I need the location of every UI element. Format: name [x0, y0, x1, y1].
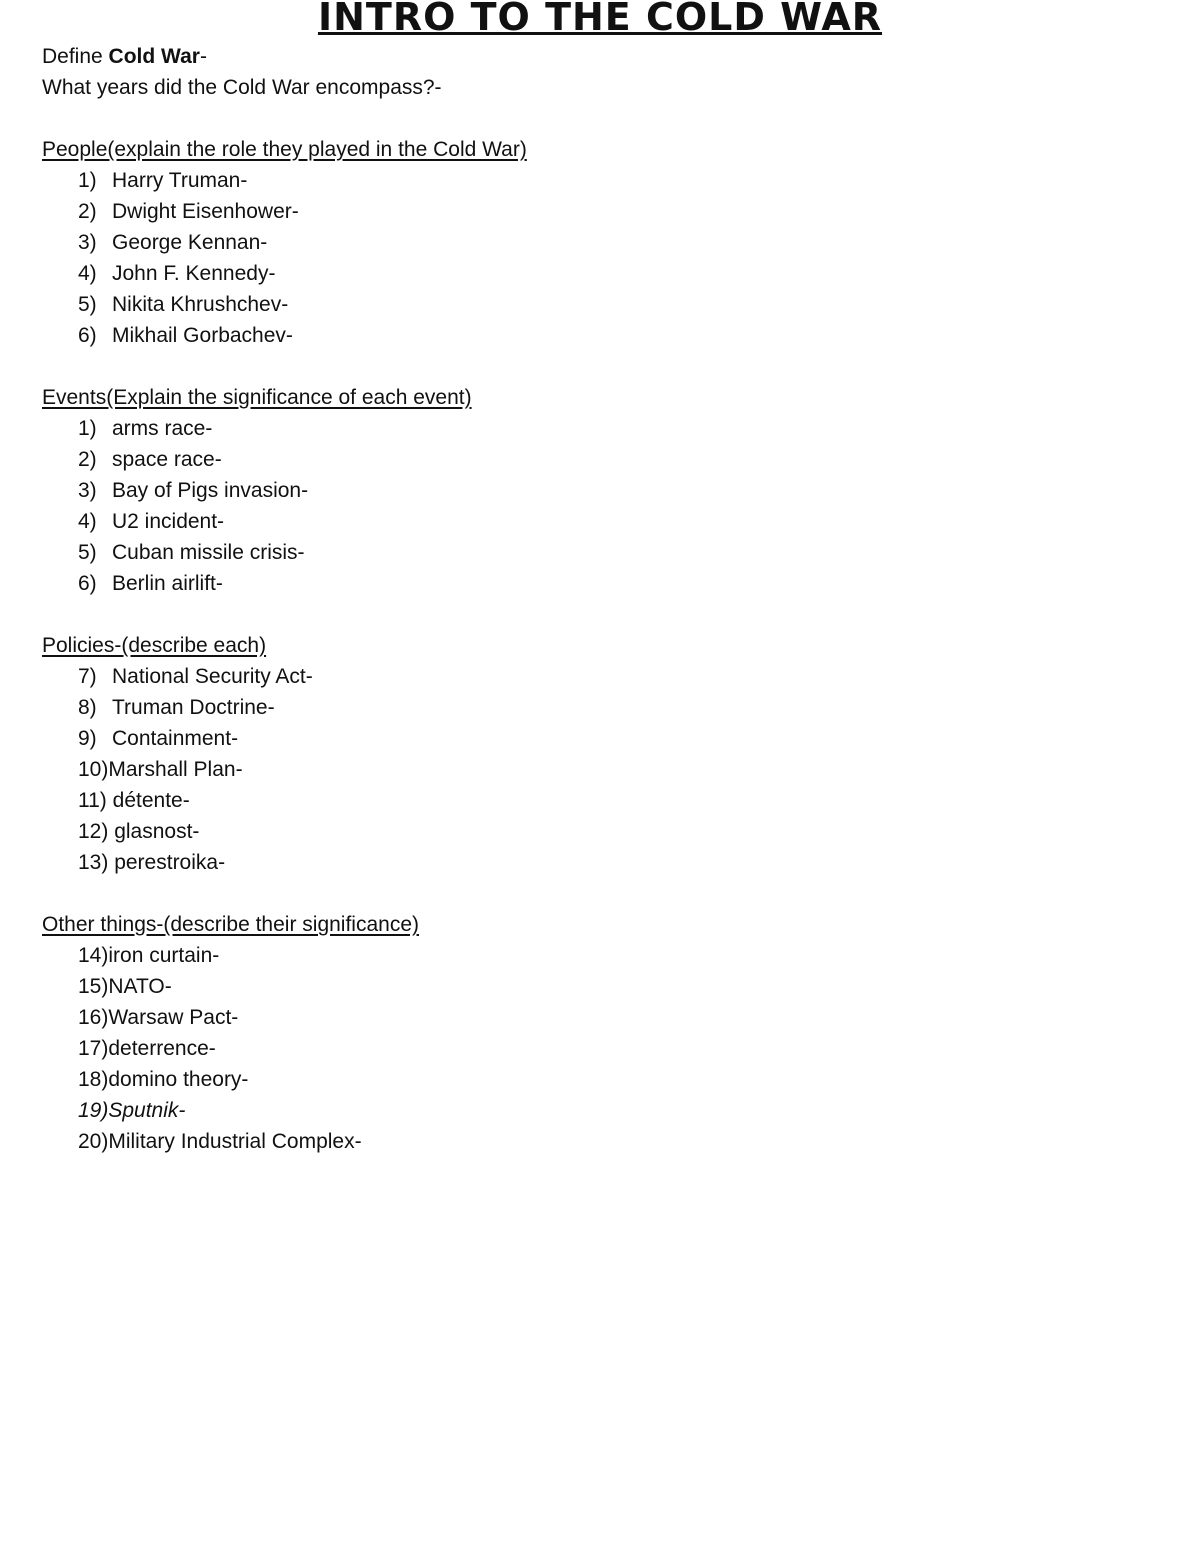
item-number: 19): [78, 1099, 109, 1122]
list-item: [42, 723, 527, 754]
item-number: 4): [78, 262, 97, 285]
item-number: 15): [78, 975, 109, 998]
other-heading: Other things-(describe their significance): [42, 913, 419, 936]
item-text: glasnost-: [114, 820, 200, 843]
list-item: [42, 1033, 527, 1064]
list-item: [42, 227, 527, 258]
item-text: National Security Act-: [112, 665, 313, 688]
page-title: INTRO TO THE COLD WAR: [317, 0, 883, 39]
item-number: 4): [78, 510, 97, 533]
list-item: [42, 444, 527, 475]
define-prefix: Define: [42, 45, 109, 68]
item-text: Cuban missile crisis-: [112, 541, 305, 564]
item-text: Sputnik-: [108, 1099, 186, 1122]
list-item: [42, 754, 527, 785]
list-item: [42, 165, 527, 196]
spacer: [42, 878, 527, 909]
item-number: 14): [78, 944, 109, 967]
item-number: 6): [78, 572, 97, 595]
list-item: [42, 537, 527, 568]
item-number: 16): [78, 1006, 109, 1029]
item-text: Dwight Eisenhower-: [112, 200, 299, 223]
list-item: [42, 568, 527, 599]
list-item: [42, 661, 527, 692]
list-item: [42, 816, 527, 847]
item-number: 17): [78, 1037, 109, 1060]
item-text: Warsaw Pact-: [108, 1006, 239, 1029]
item-text: deterrence-: [108, 1037, 216, 1060]
item-text: Berlin airlift-: [112, 572, 223, 595]
list-item: [42, 475, 527, 506]
item-text: iron curtain-: [108, 944, 220, 967]
list-item: [42, 196, 527, 227]
item-number: 7): [78, 665, 97, 688]
item-text: domino theory-: [108, 1068, 249, 1091]
define-line: [42, 41, 527, 72]
list-item: [42, 785, 527, 816]
item-number: 12): [78, 820, 109, 843]
item-text: Mikhail Gorbachev-: [112, 324, 293, 347]
people-heading: People(explain the role they played in the Cold War): [42, 138, 527, 161]
list-item: [42, 940, 527, 971]
item-number: 9): [78, 727, 97, 750]
worksheet-content: [42, 41, 527, 1157]
item-text: Military Industrial Complex-: [108, 1130, 362, 1153]
list-item: [42, 1064, 527, 1095]
years-question: What years did the Cold War encompass?-: [42, 76, 442, 99]
item-text: Containment-: [112, 727, 239, 750]
item-text: Truman Doctrine-: [112, 696, 275, 719]
item-number: 13): [78, 851, 109, 874]
item-text: arms race-: [112, 417, 213, 440]
spacer: [42, 103, 527, 134]
item-number: 5): [78, 293, 97, 316]
item-number: 1): [78, 417, 97, 440]
item-text: détente-: [112, 789, 190, 812]
events-heading: Events(Explain the significance of each event): [42, 386, 472, 409]
item-text: space race-: [112, 448, 222, 471]
item-text: Bay of Pigs invasion-: [112, 479, 309, 502]
item-text: U2 incident-: [112, 510, 225, 533]
spacer: [42, 351, 527, 382]
item-text: George Kennan-: [112, 231, 268, 254]
item-text: Harry Truman-: [112, 169, 248, 192]
list-item: [42, 1002, 527, 1033]
item-number: 5): [78, 541, 97, 564]
item-text: NATO-: [108, 975, 172, 998]
spacer: [42, 599, 527, 630]
item-number: 2): [78, 448, 97, 471]
list-item: [42, 413, 527, 444]
item-text: perestroika-: [114, 851, 226, 874]
define-suffix: -: [199, 45, 207, 68]
item-number: 11): [78, 789, 107, 812]
item-number: 10): [78, 758, 109, 781]
item-text: John F. Kennedy-: [112, 262, 276, 285]
list-item: [42, 692, 527, 723]
item-number: 3): [78, 231, 97, 254]
item-text: Marshall Plan-: [108, 758, 243, 781]
item-number: 2): [78, 200, 97, 223]
list-item: [42, 971, 527, 1002]
item-number: 8): [78, 696, 97, 719]
list-item: [42, 847, 527, 878]
item-number: 6): [78, 324, 97, 347]
list-item: [42, 1095, 527, 1126]
item-number: 1): [78, 169, 97, 192]
list-item: [42, 289, 527, 320]
item-number: 20): [78, 1130, 109, 1153]
list-item: [42, 320, 527, 351]
item-text: Nikita Khrushchev-: [112, 293, 289, 316]
item-number: 3): [78, 479, 97, 502]
define-term: Cold War: [108, 45, 200, 68]
list-item: [42, 1126, 527, 1157]
item-number: 18): [78, 1068, 109, 1091]
policies-heading: Policies-(describe each): [42, 634, 267, 657]
list-item: [42, 506, 527, 537]
list-item: [42, 258, 527, 289]
